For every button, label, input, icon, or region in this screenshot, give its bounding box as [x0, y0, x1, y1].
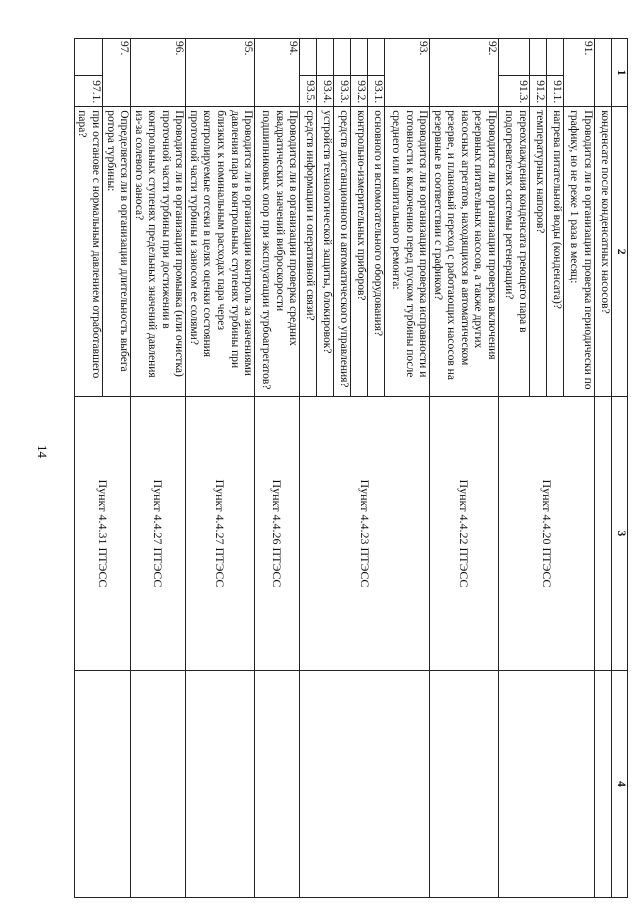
row-text: Проводится ли в организации проверка средних квадратических значений виброскорости подшипниковых опор при эксплуатации турбоагрегатов?: [255, 107, 300, 397]
row-number: [595, 39, 612, 107]
row-text: средств информации и оперативной связи?: [300, 107, 317, 397]
row-text: нагрева питательной воды (конденсата)?: [547, 107, 564, 397]
mark-cell: [186, 670, 255, 897]
checklist-table: [74, 38, 628, 898]
row-subnumber: 93.1.: [368, 76, 385, 107]
row-text: переохлаждения конденсата греющего пара в подогревателях системы регенерации?: [499, 107, 530, 397]
row-number-empty: [499, 39, 530, 76]
reference-cell: Пункт 4.4.31 ПТЭСС: [74, 396, 130, 670]
row-number-empty: [530, 39, 547, 76]
row-number: 97.: [103, 39, 131, 107]
row-text: Проводится ли в организации проверка исправности и готовности к включению перед пуском турбины после среднего или капитального ремонта:: [385, 107, 430, 397]
column-header-3: 3: [612, 396, 628, 670]
row-number-empty: [74, 39, 102, 76]
reference-cell: Пункт 4.4.27 ПТЭСС: [186, 396, 255, 670]
row-number: 92.: [430, 39, 499, 107]
table-row: [186, 39, 255, 898]
page-number: 14: [35, 445, 50, 458]
mark-cell: [430, 670, 499, 897]
table-row: [430, 39, 499, 898]
row-number: 93.: [385, 39, 430, 107]
row-subnumber: 91.1.: [547, 76, 564, 107]
row-number-empty: [368, 39, 385, 76]
row-subnumber: 93.5.: [300, 76, 317, 107]
reference-cell: [595, 396, 612, 670]
row-text: Проводится ли в организации проверка периодически по графику, но не реже 1 раза в месяц:: [564, 107, 595, 397]
header-row: [612, 39, 628, 898]
table-row: [595, 39, 612, 898]
row-number-empty: [547, 39, 564, 76]
table-row: [255, 39, 300, 898]
row-subnumber: 93.4.: [317, 76, 334, 107]
row-text: конденсате после конденсатных насосов?: [595, 107, 612, 397]
row-subnumber: 97.1.: [74, 76, 102, 107]
reference-cell: Пункт 4.4.22 ПТЭСС: [430, 396, 499, 670]
reference-cell: Пункт 4.4.26 ПТЭСС: [255, 396, 300, 670]
table-row: [103, 39, 131, 898]
reference-cell: Пункт 4.4.27 ПТЭСС: [131, 396, 186, 670]
row-number: 91.: [564, 39, 595, 107]
row-text: Определяется ли в организации длительность выбега ротора турбины:: [103, 107, 131, 397]
row-text: температурных напоров?: [530, 107, 547, 397]
row-text: Проводится ли в организации промывка (или очистка) проточной части турбины при достижении в контрольных ступенях предельных значений давления из-за солевого заноса?: [131, 107, 186, 397]
mark-cell: [300, 670, 430, 897]
column-header-1: 1: [612, 39, 628, 107]
mark-cell: [131, 670, 186, 897]
row-text: контрольно-измерительных приборов?: [351, 107, 368, 397]
row-number: 95.: [186, 39, 255, 107]
row-subnumber: 91.2.: [530, 76, 547, 107]
row-number-empty: [334, 39, 351, 76]
mark-cell: [595, 670, 612, 897]
column-header-2: 2: [612, 107, 628, 397]
row-number-empty: [300, 39, 317, 76]
row-text: средств дистанционного и автоматического управления?: [334, 107, 351, 397]
row-number-empty: [351, 39, 368, 76]
reference-cell: Пункт 4.4.23 ПТЭСС: [300, 396, 430, 670]
row-text: основного и вспомогательного оборудования?: [368, 107, 385, 397]
row-number-empty: [317, 39, 334, 76]
table-row: [564, 39, 595, 898]
row-number: 94.: [255, 39, 300, 107]
row-text: Проводится ли в организации проверка включения резервных питательных насосов, а также других насосных агрегатов, находящихся в автоматическом резерве, и плановый переход с работающих насосов на резервные в соответствии с графиком?: [430, 107, 499, 397]
row-subnumber: 91.3.: [499, 76, 530, 107]
row-subnumber: 93.3.: [334, 76, 351, 107]
reference-cell: Пункт 4.4.20 ПТЭСС: [499, 396, 595, 670]
table-row: [385, 39, 430, 898]
row-text: при останове с нормальным давлением отработавшего пара?: [74, 107, 102, 397]
row-subnumber: 93.2.: [351, 76, 368, 107]
table-row: [131, 39, 186, 898]
mark-cell: [74, 670, 130, 897]
mark-cell: [255, 670, 300, 897]
row-text: Проводится ли в организации контроль за значениями давления пара в контрольных ступенях турбины при близких к номинальным расходах пара через контролируемые отсеки в целях оценки состояния проточной части турбины и заносом ее солями?: [186, 107, 255, 397]
row-number: 96.: [131, 39, 186, 107]
column-header-4: 4: [612, 670, 628, 897]
rotated-page: [58, 38, 628, 898]
row-text: устройств технологической защиты, блокировок?: [317, 107, 334, 397]
mark-cell: [499, 670, 595, 897]
